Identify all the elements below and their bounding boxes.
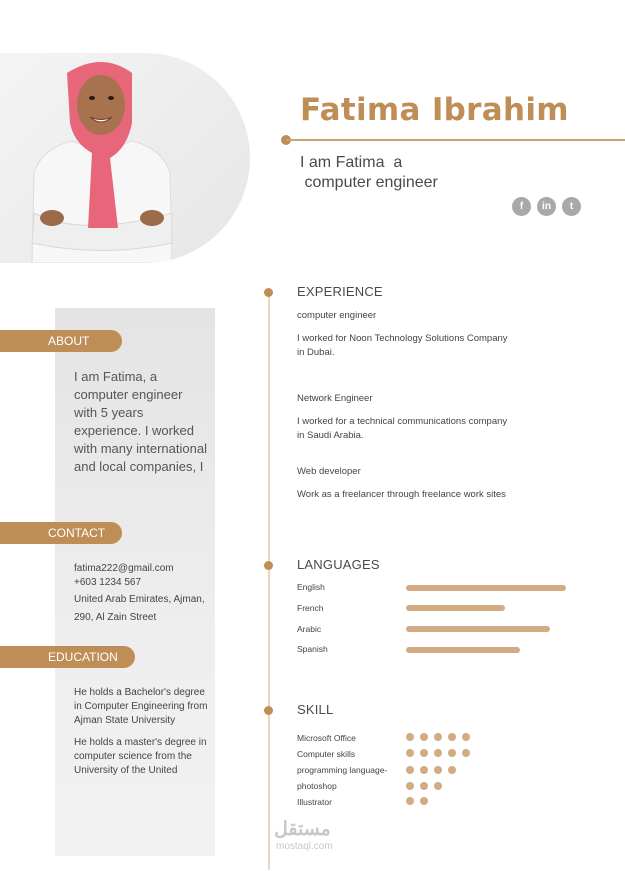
- timeline-dot: [264, 288, 273, 297]
- twitter-icon[interactable]: t: [562, 197, 581, 216]
- skill-dot: [448, 733, 456, 741]
- skill-dot: [434, 733, 442, 741]
- contact-address-line2: 290, Al Zain Street: [74, 611, 157, 623]
- contact-email: fatima222@gmail.com: [74, 563, 174, 574]
- languages-heading: LANGUAGES: [297, 557, 380, 572]
- skill-dot: [406, 782, 414, 790]
- skill-name: Illustrator: [297, 797, 332, 807]
- skills-heading: SKILL: [297, 702, 334, 717]
- watermark-url: mostaql.com: [276, 841, 333, 852]
- skill-dot: [420, 749, 428, 757]
- skill-rating: [406, 766, 456, 774]
- language-level-bar: [406, 585, 566, 591]
- skill-rating: [406, 782, 442, 790]
- skill-dot: [406, 797, 414, 805]
- contact-info: [74, 562, 205, 624]
- watermark-logo: مستقل: [274, 819, 331, 840]
- experience-heading: EXPERIENCE: [297, 284, 383, 299]
- skill-name: Microsoft Office: [297, 733, 356, 743]
- social-links: [512, 197, 581, 216]
- skill-dot: [420, 733, 428, 741]
- contact-address-line1: United Arab Emirates, Ajman,: [74, 594, 205, 605]
- skill-dot: [420, 797, 428, 805]
- skill-dot: [406, 733, 414, 741]
- skill-dot: [434, 749, 442, 757]
- skill-rating: [406, 797, 428, 805]
- skill-dot: [462, 733, 470, 741]
- language-level-bar: [406, 647, 520, 653]
- experience-role: Network Engineer: [297, 393, 373, 404]
- candidate-name: Fatima Ibrahim: [300, 92, 569, 128]
- language-name: English: [297, 582, 325, 592]
- skill-name: programming language-: [297, 765, 388, 775]
- title-divider: [286, 139, 625, 141]
- skill-dot: [462, 749, 470, 757]
- profile-photo: [22, 53, 182, 263]
- timeline-line: [268, 290, 270, 870]
- timeline-dot: [264, 561, 273, 570]
- skill-dot: [406, 766, 414, 774]
- linkedin-icon[interactable]: in: [537, 197, 556, 216]
- skill-rating: [406, 733, 470, 741]
- skill-dot: [448, 766, 456, 774]
- skill-name: photoshop: [297, 781, 337, 791]
- about-text: I am Fatima, a computer engineer with 5 years experience. I worked with many international and local companies, I: [74, 369, 207, 474]
- skill-dot: [420, 766, 428, 774]
- language-name: Spanish: [297, 644, 328, 654]
- experience-desc: I worked for Noon Technology Solutions Company in Dubai.: [297, 333, 508, 358]
- experience-desc: Work as a freelancer through freelance work sites: [297, 489, 506, 500]
- language-level-bar: [406, 605, 505, 611]
- contact-phone: +603 1234 567: [74, 576, 142, 588]
- facebook-icon[interactable]: f: [512, 197, 531, 216]
- skill-dot: [448, 749, 456, 757]
- experience-role: computer engineer: [297, 310, 377, 321]
- skill-dot: [434, 766, 442, 774]
- experience-desc: I worked for a technical communications company in Saudi Arabia.: [297, 416, 508, 441]
- about-heading: ABOUT: [0, 330, 122, 352]
- skill-dot: [420, 782, 428, 790]
- skill-dot: [434, 782, 442, 790]
- timeline-dot: [264, 706, 273, 715]
- education-item: He holds a Bachelor's degree in Computer Engineering from Ajman State University: [74, 687, 208, 726]
- skill-name: Computer skills: [297, 749, 356, 759]
- profile-photo-panel: [0, 53, 250, 263]
- experience-role: Web developer: [297, 466, 361, 477]
- language-name: French: [297, 603, 324, 613]
- language-name: Arabic: [297, 624, 322, 634]
- tagline: I am Fatima a computer engineer: [300, 154, 438, 191]
- language-level-bar: [406, 626, 550, 632]
- education-item: He holds a master's degree in computer science from the University of the United: [74, 737, 207, 776]
- skill-rating: [406, 749, 470, 757]
- skill-dot: [406, 749, 414, 757]
- education-heading: EDUCATION: [0, 646, 135, 668]
- contact-heading: CONTACT: [0, 522, 122, 544]
